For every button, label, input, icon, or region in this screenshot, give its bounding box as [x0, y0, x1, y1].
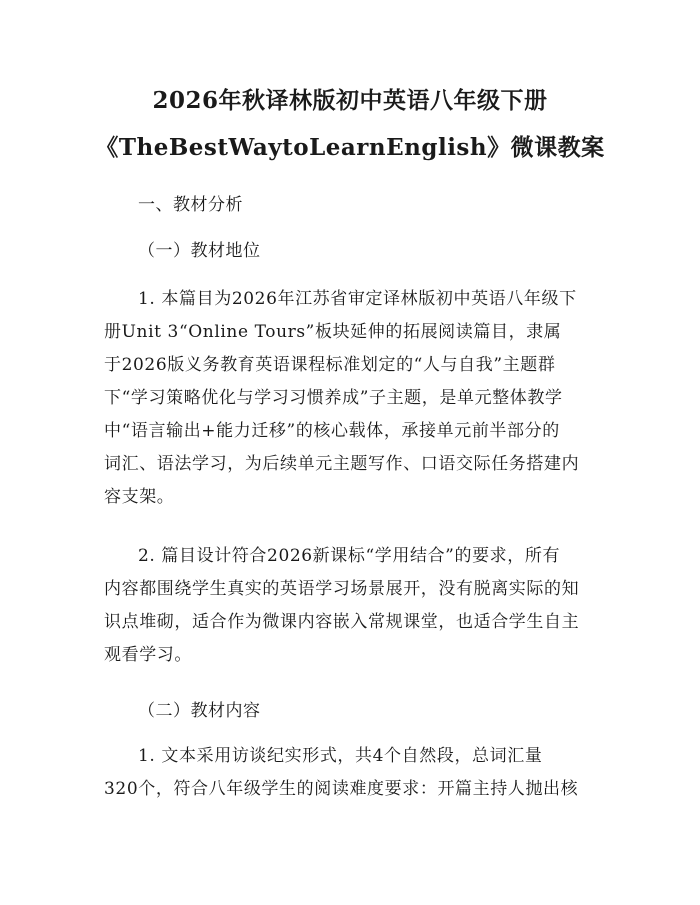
subsection-heading-textbook-content: （二）教材内容 [138, 701, 261, 721]
paragraph-2-line: 识点堆砌，适合作为微课内容嵌入常规课堂，也适合学生自主 [104, 612, 580, 632]
paragraph-1-line: 中“语言输出+能力迁移”的核心载体，承接单元前半部分的 [104, 421, 560, 441]
paragraph-1-line: 词汇、语法学习，为后续单元主题写作、口语交际任务搭建内 [104, 454, 580, 474]
paragraph-3-line: 320个，符合八年级学生的阅读难度要求：开篇主持人抛出核 [104, 779, 579, 799]
paragraph-2 [104, 540, 600, 672]
subsection-heading-textbook-status: （一）教材地位 [138, 241, 261, 261]
paragraph-3 [104, 740, 600, 806]
paragraph-1-line: 1. 本篇目为2026年江苏省审定译林版初中英语八年级下 [138, 289, 577, 309]
document-title-line1: 2026年秋译林版初中英语八年级下册 [152, 87, 548, 114]
paragraph-2-line: 内容都围绕学生真实的英语学习场景展开，没有脱离实际的知 [104, 579, 580, 599]
section-heading-textbook-analysis: 一、教材分析 [138, 195, 243, 215]
paragraph-2-line: 观看学习。 [104, 645, 192, 665]
paragraph-3-line: 1. 文本采用访谈纪实形式，共4个自然段，总词汇量 [138, 746, 543, 766]
paragraph-1-line: 册Unit 3“Online Tours”板块延伸的拓展阅读篇目，隶属 [104, 322, 562, 342]
document-title-line2: 《TheBestWaytoLearnEnglish》微课教案 [95, 134, 605, 161]
paragraph-1-line: 于2026版义务教育英语课程标准划定的“人与自我”主题群 [104, 355, 556, 375]
paragraph-1-line: 容支架。 [104, 487, 175, 507]
paragraph-1 [104, 283, 600, 514]
paragraph-2-line: 2. 篇目设计符合2026新课标“学用结合”的要求，所有 [138, 546, 561, 566]
paragraph-1-line: 下“学习策略优化与学习习惯养成”子主题，是单元整体教学 [104, 388, 563, 408]
